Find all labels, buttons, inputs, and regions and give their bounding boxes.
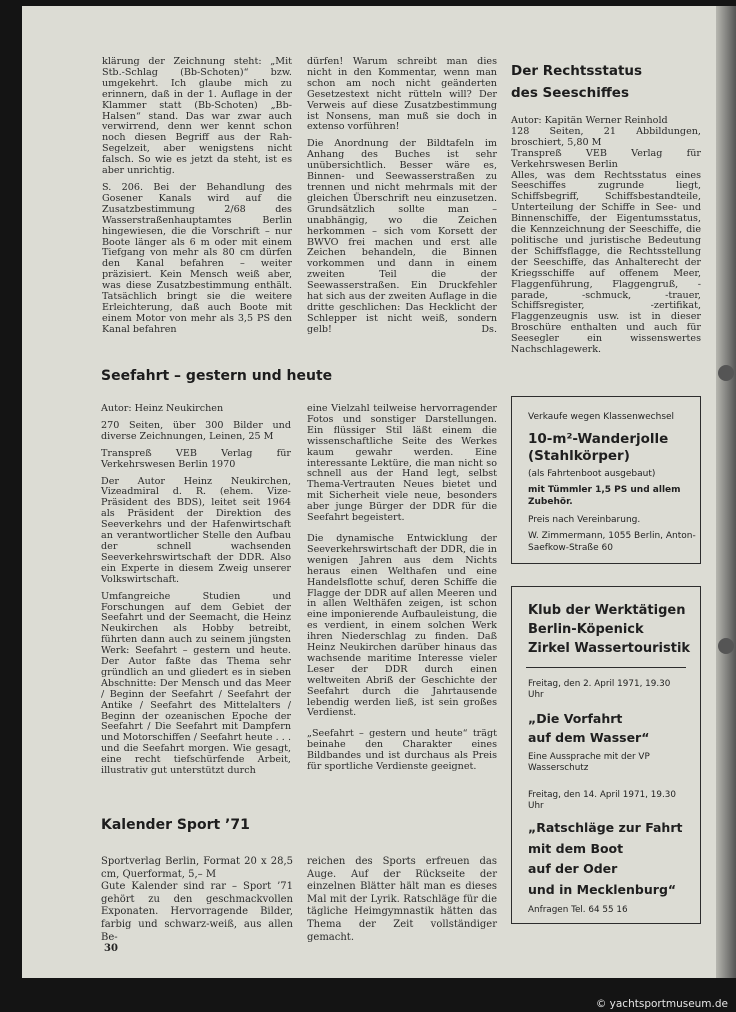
- punch-hole: [718, 638, 734, 654]
- kalender-review-col2: reichen des Sports erfreuen das Auge. Auf der Rückseite der einzelnen Blätter hält man es dieses Mal mit der Lyrik. Ratschläge für die tägliche Heimgymnastik hätten das Thema der Zeit vollständiger gemacht.: [307, 856, 497, 943]
- club-event-ad: Klub der Werktätigen Berlin-Köpenick Zirkel Wassertouristik Freitag, den 2. April 1971, 19.30 Uhr „Die Vorfahrt auf dem Wasser“ Eine Aussprache mit der VP Wasserschutz Freitag, den 14. April 1971, 19.30 Uhr „Ratschläge zur Fahrt mit dem Boot auf der Oder und in Mecklenburg“ Anfragen Tel. 64 55 16: [511, 586, 701, 924]
- article-continuation-col1: klärung der Zeichnung steht: „Mit Stb.-Schlag (Bb-Schoten)“ bzw. umgekehrt. Ich glaube mich zu erinnern, daß in der 1. Auflage in der Klammer statt (Bb-Schoten) „Bb-Halsen“ stand. Das war zwar auch verwirrend, denn wer kennt schon noch diesen Begriff aus der Rah-Segelzeit, aber wenigstens nicht falsch. So wie es jetzt da steht, ist es aber unrichtig. S. 206. Bei der Behandlung des Gosener Kanals wird auf die Zusatzbestimmung 2/68 des Wasserstraßenhauptamtes Berlin hingewiesen, die die Vorschrift – nur Boote länger als 6 m oder mit einem Tiefgang von mehr als 80 cm dürfen den Kanal befahren – weiter präzisiert. Kein Mensch weiß aber, was diese Zusatzbestimmung enthält. Tatsächlich bringt sie die weitere Erleichterung, daß auch Boote mit einem Motor von mehr als 3,5 PS den Kanal befahren: [102, 56, 292, 335]
- punch-hole: [718, 365, 734, 381]
- kalender-review-col1: Sportverlag Berlin, Format 20 x 28,5 cm, Querformat, 5,– M Gute Kalender sind rar – Sport ’71 gehört zu den geschmackvollen Exponaten. Hervorragende Bilder, farbig und schwarz-weiß, aus allen Be-: [101, 856, 293, 943]
- classified-ad-jolle: Verkaufe wegen Klassenwechsel 10-m²-Wanderjolle (Stahlkörper) (als Fahrtenboot ausgebaut) mit Tümmler 1,5 PS und allem Zubehör. Preis nach Vereinbarung. W. Zimmermann, 1055 Berlin, Anton-Saefkow-Straße 60: [511, 396, 701, 564]
- rechtsstatus-review: Autor: Kapitän Werner Reinhold 128 Seiten, 21 Abbildungen, broschiert, 5,80 M Transpreß VEB Verlag für Verkehrswesen Berlin Alles, was dem Rechtsstatus eines Seeschiffes zugrunde liegt, Schiffsbegriff, Schiffsbestandteile, Unterteilung der Schiffe in See- und Binnenschiffe, der Eigentumsstatus, die Kennzeichnung der Seeschiffe, die politische und juristische Bedeutung der Schiffsflagge, die Rechtsstellung der Seeschiffe, das Anhalterecht der Kriegsschiffe auf offenem Meer, Flaggenführung, Flaggengruß, -parade, -schmuck, -trauer, Schiffsregister, -zertifikat, Flaggenzeugnis usw. ist in dieser Broschüre enthalten und auch für Seesegler ein wissenswertes Nachschlagewerk.: [511, 115, 701, 356]
- divider: [526, 667, 686, 668]
- seefahrt-review-col1: Autor: Heinz Neukirchen 270 Seiten, über 300 Bilder und diverse Zeichnungen, Leinen, 25 M Transpreß VEB Verlag für Verkehrswesen Berlin 1970 Der Autor Heinz Neukirchen, Vizeadmiral d. R. (ehem. Vize-Präsident des BDS), leitet seit 1964 als Präsident der Direktion des Seeverkehrs und der Hafenwirtschaft an verantwortlicher Stelle den Aufbau der schnell wachsenden Seeverkehrswirtschaft der DDR. Also ein Experte in diesem Zweig unserer Volkswirtschaft. Umfangreiche Studien und Forschungen auf dem Gebiet der Seefahrt und der Seemacht, die Heinz Neukirchen als Hobby betreibt, führten dann auch zu seinem jüngsten Werk: Seefahrt – gestern und heute. Der Autor faßte das Thema sehr gründlich an und gliedert es in sieben Abschnitte: Der Mensch und das Meer / Beginn der Seefahrt / Seefahrt der Antike / Seefahrt des Mittelalters / Beginn der ozeanischen Epoche der Seefahrt / Die Seefahrt mit Dampfern und Motorschiffen / Seefahrt heute . . . und die Seefahrt morgen. Wie gesagt, eine recht tiefschürfende Arbeit, illustrativ gut unterstützt durch: [101, 403, 291, 777]
- seefahrt-review-col2: eine Vielzahl teilweise hervorragender Fotos und sonstiger Darstellungen. Ein flüssiger Stil läßt einem die wissenschaftliche Seite des Werkes kaum gewahr werden. Eine interessante Lektüre, die man nicht so schnell aus der Hand legt, selbst Thema-Vertrauten Neues bietet und mit Sicherheit viele neue, besonders aber junge Bürger der DDR für die Seefahrt begeistert. Die dynamische Entwicklung der Seeverkehrswirtschaft der DDR, die in wenigen Jahren aus dem Nichts heraus einen Welthafen und eine Handelsflotte schuf, deren Schiffe die Flagge der DDR auf allen Meeren und in allen Welthäfen zeigen, ist schon eine imponierende Aufbauleistung, die es verdient, in einem solchen Werk ihren Niederschlag zu finden. Daß Heinz Neukirchen darüber hinaus das wachsende maritime Interesse vieler Leser der DDR durch einen weltweiten Abriß der Geschichte der Seefahrt durch die Jahrtausende lebendig werden ließ, ist sein großes Verdienst. „Seefahrt – gestern und heute“ trägt beinahe den Charakter eines Bildbandes und ist durchaus als Preis für sportliche Verdienste geeignet.: [307, 403, 497, 773]
- copyright-credit: © yachtsportmuseum.de: [595, 998, 728, 1010]
- rechtsstatus-title: Der Rechtsstatus des Seeschiffes: [511, 63, 643, 101]
- page-right-edge: [716, 6, 736, 978]
- seefahrt-title: Seefahrt – gestern und heute: [101, 368, 333, 384]
- kalender-title: Kalender Sport ’71: [101, 817, 250, 833]
- page-number: 30: [104, 943, 118, 954]
- article-continuation-col2: dürfen! Warum schreibt man dies nicht in den Kommentar, wenn man schon am noch nicht geänderten Gesetzestext nicht rütteln will? Der Verweis auf diese Zusatzbestimmung ist Nonsens, man muß sie doch in extenso vorführen! Die Anordnung der Bildtafeln im Anhang des Buches ist sehr unübersichtlich. Besser wäre es, Binnen- und Seewasserstraßen zu trennen und nicht mehrmals mit der gleichen Überschrift neu einzusetzen. Grundsätzlich sollte man – unabhängig, wo die Zeichen herkommen – sich vom Korsett der BWVO frei machen und erst alle Zeichen behandeln, die Binnen vorkommen und dann in einem zweiten Teil die der Seewasserstraßen. Ein Druckfehler hat sich aus der zweiten Auflage in die dritte geschlichen: Das Hecklicht der Schlepper ist nicht weiß, sondern gelb! Ds.: [307, 56, 497, 335]
